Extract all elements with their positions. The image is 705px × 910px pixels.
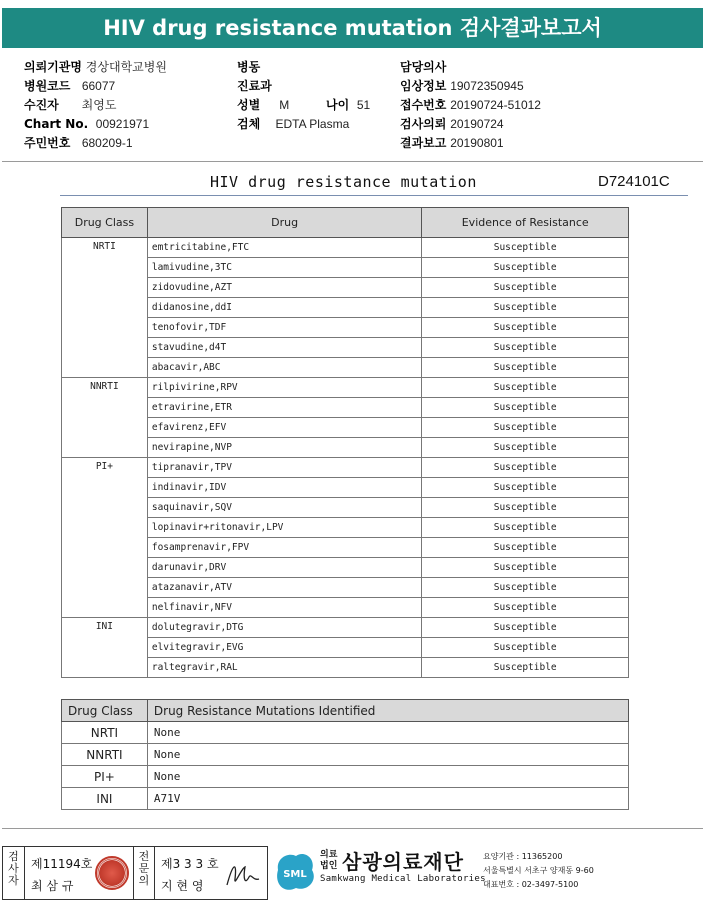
specialist-name: 지 현 영 — [161, 879, 204, 893]
specialist-license: 제3 3 3 호 — [161, 857, 219, 871]
drug-cell: lamivudine,3TC — [147, 258, 422, 278]
drug-cell: indinavir,IDV — [147, 478, 422, 498]
info-specimen: 검체 EDTA Plasma — [237, 117, 350, 131]
evidence-cell: Susceptible — [422, 618, 629, 638]
drug-cell: abacavir,ABC — [147, 358, 422, 378]
info-patient: 수진자 최영도 — [24, 98, 117, 112]
table-row — [62, 458, 629, 478]
drug-cell: zidovudine,AZT — [147, 278, 422, 298]
table-row — [62, 578, 629, 598]
table-row — [62, 744, 629, 766]
mutation-class-cell: PI+ — [62, 766, 148, 788]
table-row — [62, 278, 629, 298]
drug-cell: darunavir,DRV — [147, 558, 422, 578]
mutation-table — [61, 699, 629, 810]
drug-cell: saquinavir,SQV — [147, 498, 422, 518]
table-row — [62, 398, 629, 418]
drug-class-cell: INI — [62, 618, 148, 678]
table-row — [62, 498, 629, 518]
evidence-cell: Susceptible — [422, 478, 629, 498]
evidence-cell: Susceptible — [422, 458, 629, 478]
info-chart-no: Chart No. 00921971 — [24, 117, 150, 131]
table-row — [62, 598, 629, 618]
specialist-label: 전 문 의 — [133, 847, 155, 899]
drug-cell: nevirapine,NVP — [147, 438, 422, 458]
table-row — [62, 378, 629, 398]
evidence-cell: Susceptible — [422, 658, 629, 678]
org-name: 삼광의료재단 — [342, 850, 464, 874]
evidence-cell: Susceptible — [422, 318, 629, 338]
info-age: 나이 51 — [326, 98, 371, 112]
mutation-class-cell: INI — [62, 788, 148, 810]
info-doctor: 담당의사 — [400, 60, 447, 74]
evidence-cell: Susceptible — [422, 558, 629, 578]
mutation-class-cell: NNRTI — [62, 744, 148, 766]
drug-class-cell: NNRTI — [62, 378, 148, 458]
drug-cell: efavirenz,EFV — [147, 418, 422, 438]
svg-text:SML: SML — [283, 869, 307, 880]
patient-info — [0, 58, 705, 158]
evidence-cell: Susceptible — [422, 518, 629, 538]
evidence-cell: Susceptible — [422, 578, 629, 598]
info-sex: 성별 M — [237, 98, 290, 112]
mutation-cell: A71V — [147, 788, 628, 810]
table-row — [62, 518, 629, 538]
table-row — [62, 766, 629, 788]
table-row — [62, 238, 629, 258]
table-row — [62, 478, 629, 498]
org-phone: 대표번호 : 02-3497-5100 — [483, 880, 579, 889]
report-banner: HIV drug resistance mutation 검사결과보고서 — [2, 8, 703, 48]
drug-cell: dolutegravir,DTG — [147, 618, 422, 638]
mutation-class-cell: NRTI — [62, 722, 148, 744]
evidence-cell: Susceptible — [422, 538, 629, 558]
drug-cell: rilpivirine,RPV — [147, 378, 422, 398]
evidence-cell: Susceptible — [422, 378, 629, 398]
drug-cell: etravirine,ETR — [147, 398, 422, 418]
org-code: 요양기관 : 11365200 — [483, 852, 563, 861]
title-underline — [60, 195, 688, 196]
drug-cell: stavudine,d4T — [147, 338, 422, 358]
resistance-header-row — [62, 208, 629, 238]
mutation-header-row — [62, 700, 629, 722]
evidence-cell: Susceptible — [422, 438, 629, 458]
org-contact — [483, 850, 594, 892]
info-ward: 병동 — [237, 60, 261, 74]
report-title: HIV drug resistance mutation — [210, 173, 477, 191]
drug-cell: didanosine,ddI — [147, 298, 422, 318]
divider — [2, 161, 703, 162]
signature-box — [2, 846, 268, 900]
header-mutation-class: Drug Class — [62, 700, 148, 722]
header-mutations: Drug Resistance Mutations Identified — [147, 700, 628, 722]
drug-cell: atazanavir,ATV — [147, 578, 422, 598]
signature-icon — [223, 859, 263, 891]
header-drug: Drug — [147, 208, 422, 238]
table-row — [62, 558, 629, 578]
drug-cell: tipranavir,TPV — [147, 458, 422, 478]
table-row — [62, 418, 629, 438]
header-drug-class: Drug Class — [62, 208, 148, 238]
sml-logo-icon — [272, 848, 318, 894]
evidence-cell: Susceptible — [422, 358, 629, 378]
drug-cell: raltegravir,RAL — [147, 658, 422, 678]
table-row — [62, 658, 629, 678]
evidence-cell: Susceptible — [422, 238, 629, 258]
inspector-label: 검 사 자 — [3, 847, 25, 899]
drug-cell: fosamprenavir,FPV — [147, 538, 422, 558]
drug-cell: emtricitabine,FTC — [147, 238, 422, 258]
evidence-cell: Susceptible — [422, 418, 629, 438]
evidence-cell: Susceptible — [422, 258, 629, 278]
drug-class-cell: NRTI — [62, 238, 148, 378]
evidence-cell: Susceptible — [422, 338, 629, 358]
evidence-cell: Susceptible — [422, 398, 629, 418]
table-row — [62, 722, 629, 744]
evidence-cell: Susceptible — [422, 278, 629, 298]
footer — [0, 846, 705, 906]
table-row — [62, 788, 629, 810]
table-row — [62, 438, 629, 458]
info-institution: 의뢰기관명 경상대학교병원 — [24, 60, 167, 74]
info-clinical: 임상정보 19072350945 — [400, 79, 524, 93]
inspector-name: 최 삼 규 — [31, 879, 74, 893]
info-request-date: 검사의뢰 20190724 — [400, 117, 504, 131]
table-row — [62, 298, 629, 318]
table-row — [62, 258, 629, 278]
drug-cell: tenofovir,TDF — [147, 318, 422, 338]
table-row — [62, 538, 629, 558]
drug-class-cell: PI+ — [62, 458, 148, 618]
mutation-cell: None — [147, 722, 628, 744]
table-row — [62, 358, 629, 378]
info-resident-no: 주민번호 680209-1 — [24, 136, 133, 150]
mutation-cell: None — [147, 744, 628, 766]
mutation-cell: None — [147, 766, 628, 788]
evidence-cell: Susceptible — [422, 598, 629, 618]
evidence-cell: Susceptible — [422, 298, 629, 318]
table-row — [62, 638, 629, 658]
drug-cell: elvitegravir,EVG — [147, 638, 422, 658]
info-department: 진료과 — [237, 79, 272, 93]
table-row — [62, 618, 629, 638]
org-english-name: Samkwang Medical Laboratories — [320, 874, 486, 884]
drug-cell: nelfinavir,NFV — [147, 598, 422, 618]
header-evidence: Evidence of Resistance — [422, 208, 629, 238]
resistance-table — [61, 207, 629, 678]
footer-divider — [2, 828, 703, 829]
info-receipt-no: 접수번호 20190724-51012 — [400, 98, 541, 112]
info-report-date: 결과보고 20190801 — [400, 136, 504, 150]
org-address: 서울특별시 서초구 양재동 9-60 — [483, 866, 594, 875]
seal-stamp-icon — [95, 856, 129, 890]
info-hospital-code: 병원코드 66077 — [24, 79, 116, 93]
evidence-cell: Susceptible — [422, 638, 629, 658]
inspector-license: 제11194호 — [31, 857, 93, 871]
evidence-cell: Susceptible — [422, 498, 629, 518]
report-code: D724101C — [598, 173, 670, 190]
table-row — [62, 318, 629, 338]
drug-cell: lopinavir+ritonavir,LPV — [147, 518, 422, 538]
org-prefix: 의료 법인 — [320, 850, 338, 871]
table-row — [62, 338, 629, 358]
